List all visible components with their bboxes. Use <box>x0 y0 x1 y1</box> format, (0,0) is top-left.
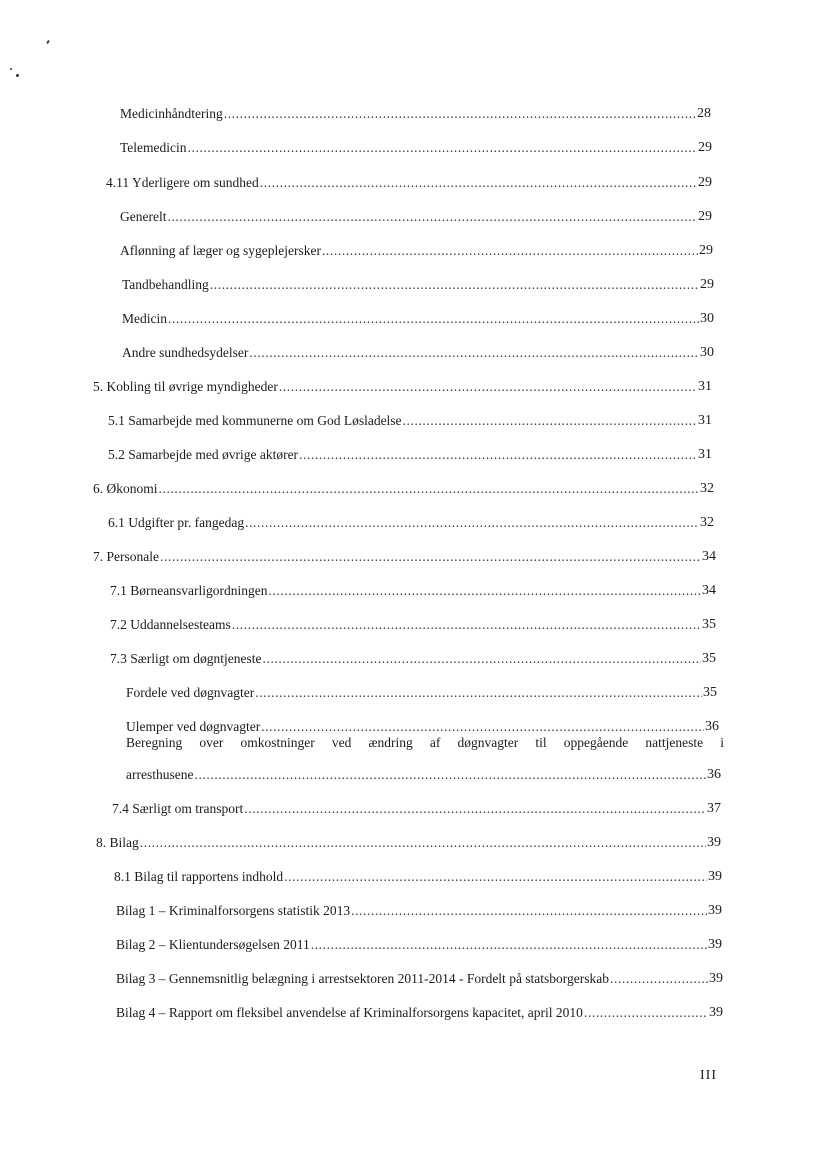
toc-entry-title: 7.3 Særligt om døgntjeneste <box>110 651 262 666</box>
toc-entry-title: Andre sundhedsydelser <box>122 345 249 360</box>
dot-leader <box>210 277 699 293</box>
toc-entry[interactable] <box>116 897 722 919</box>
toc-entry-title: arresthusene <box>126 767 194 782</box>
toc-entry-title: 4.11 Yderligere om sundhed <box>106 175 259 190</box>
dot-leader <box>232 617 701 633</box>
toc-entry-page: 34 <box>702 583 716 598</box>
toc-entry-title: Generelt <box>120 209 167 224</box>
toc-entry[interactable] <box>108 407 712 429</box>
toc-entry[interactable] <box>120 203 712 225</box>
toc-entry[interactable] <box>93 373 712 395</box>
toc-entry-title: 6. Økonomi <box>93 481 158 496</box>
toc-entry-title: Bilag 2 – Klientundersøgelsen 2011 <box>116 937 310 952</box>
toc-entry-title: Bilag 1 – Kriminalforsorgens statistik 2013 <box>116 903 351 918</box>
dot-leader <box>224 106 696 122</box>
toc-entry[interactable] <box>120 134 712 156</box>
dot-leader <box>263 651 702 667</box>
page-number: III <box>700 1068 717 1083</box>
toc-entry-page: 35 <box>703 685 717 700</box>
dot-leader <box>403 413 697 429</box>
toc-entry-title: 5.1 Samarbejde med kommunerne om God Løsladelse <box>108 413 402 428</box>
toc-entry-page: 29 <box>698 175 712 190</box>
toc-entry-page: 39 <box>709 971 723 986</box>
dot-leader <box>268 583 701 599</box>
dot-leader <box>140 835 706 851</box>
toc-entry-page: 29 <box>698 140 712 155</box>
toc-entry-title: Bilag 3 – Gennemsnitlig belægning i arrestsektoren 2011-2014 - Fordelt på statsborgerskab <box>116 971 610 986</box>
toc-entry[interactable] <box>126 761 721 783</box>
dot-leader <box>351 903 707 919</box>
dot-leader <box>261 719 704 735</box>
dot-leader <box>194 767 706 783</box>
scan-speck <box>16 74 19 77</box>
toc-entry-page: 29 <box>700 277 714 292</box>
toc-entry[interactable] <box>116 931 722 953</box>
toc-entry-page: 36 <box>707 767 721 782</box>
dot-leader <box>160 549 701 565</box>
toc-entry-title: Tandbehandling <box>122 277 209 292</box>
toc-entry-page: 35 <box>702 617 716 632</box>
dot-leader <box>249 345 699 361</box>
toc-entry-page: 28 <box>697 106 711 121</box>
toc-entry-title: 6.1 Udgifter pr. fangedag <box>108 515 245 530</box>
toc-entry-page: 30 <box>700 345 714 360</box>
toc-entry[interactable] <box>120 100 711 122</box>
toc-entry-page: 31 <box>698 379 712 394</box>
toc-entry[interactable] <box>122 271 714 293</box>
toc-entry[interactable] <box>122 305 714 327</box>
toc-entry-page: 34 <box>702 549 716 564</box>
dot-leader <box>284 869 707 885</box>
toc-entry-page: 39 <box>709 1005 723 1020</box>
toc-entry-page: 39 <box>708 937 722 952</box>
toc-entry-title-line1: Beregning over omkostninger ved ændring af døgnvagter til oppegående nattjeneste i <box>126 735 724 750</box>
toc-entry[interactable] <box>114 863 722 885</box>
toc-entry[interactable] <box>110 577 716 599</box>
toc-entry-title: 7.1 Børneansvarligordningen <box>110 583 268 598</box>
dot-leader <box>188 140 697 156</box>
scan-speck <box>46 40 50 44</box>
toc-entry-page: 36 <box>705 719 719 734</box>
dot-leader <box>255 685 702 701</box>
dot-leader <box>299 447 697 463</box>
toc-entry[interactable] <box>110 611 716 633</box>
dot-leader <box>168 311 699 327</box>
dot-leader <box>322 243 698 259</box>
toc-entry-page: 32 <box>700 481 714 496</box>
toc-entry-page: 39 <box>707 835 721 850</box>
toc-entry[interactable] <box>93 475 714 497</box>
dot-leader <box>584 1005 708 1021</box>
toc-entry[interactable] <box>96 829 721 851</box>
toc-entry[interactable] <box>110 645 716 667</box>
toc-entry[interactable] <box>112 795 721 817</box>
toc-entry-title: 5.2 Samarbejde med øvrige aktører <box>108 447 299 462</box>
dot-leader <box>245 515 699 531</box>
dot-leader <box>311 937 707 953</box>
toc-entry[interactable] <box>106 169 712 191</box>
toc-entry[interactable] <box>93 543 716 565</box>
dot-leader <box>244 801 706 817</box>
toc-entry[interactable] <box>120 237 713 259</box>
toc-entry-page: 31 <box>698 413 712 428</box>
toc-entry-title: 7. Personale <box>93 549 159 564</box>
dot-leader <box>167 209 697 225</box>
dot-leader <box>159 481 699 497</box>
toc-entry-page: 39 <box>708 869 722 884</box>
toc-entry[interactable] <box>126 713 719 735</box>
dot-leader <box>610 971 708 987</box>
toc-entry-page: 31 <box>698 447 712 462</box>
toc-entry-title: Fordele ved døgnvagter <box>126 685 255 700</box>
scan-speck <box>10 68 12 70</box>
toc-entry-page: 30 <box>700 311 714 326</box>
toc-entry-title: 7.4 Særligt om transport <box>112 801 244 816</box>
dot-leader <box>260 175 697 191</box>
toc-entry-page: 39 <box>708 903 722 918</box>
toc-entry-page: 29 <box>698 209 712 224</box>
toc-entry[interactable] <box>126 679 717 701</box>
toc-entry-page: 37 <box>707 801 721 816</box>
toc-entry-title: Medicinhåndtering <box>120 106 223 121</box>
toc-entry-page: 32 <box>700 515 714 530</box>
toc-entry[interactable] <box>108 441 712 463</box>
toc-entry-title: Telemedicin <box>120 140 187 155</box>
toc-entry-title: 8.1 Bilag til rapportens indhold <box>114 869 284 884</box>
toc-entry-page: 35 <box>702 651 716 666</box>
toc-entry[interactable] <box>116 965 723 987</box>
toc-entry-title: Ulemper ved døgnvagter <box>126 719 261 734</box>
toc-entry-title: Medicin <box>122 311 167 326</box>
toc-entry-title: 5. Kobling til øvrige myndigheder <box>93 379 278 394</box>
toc-entry-title: 8. Bilag <box>96 835 139 850</box>
toc-entry[interactable] <box>108 509 714 531</box>
toc-entry-page: 29 <box>699 243 713 258</box>
dot-leader <box>279 379 697 395</box>
toc-entry-title: Bilag 4 – Rapport om fleksibel anvendelse af Kriminalforsorgens kapacitet, april 2010 <box>116 1005 583 1020</box>
toc-entry[interactable] <box>116 999 723 1021</box>
toc-entry[interactable] <box>122 339 714 361</box>
toc-entry-title: Aflønning af læger og sygeplejersker <box>120 243 321 258</box>
toc-entry-title: 7.2 Uddannelsesteams <box>110 617 231 632</box>
